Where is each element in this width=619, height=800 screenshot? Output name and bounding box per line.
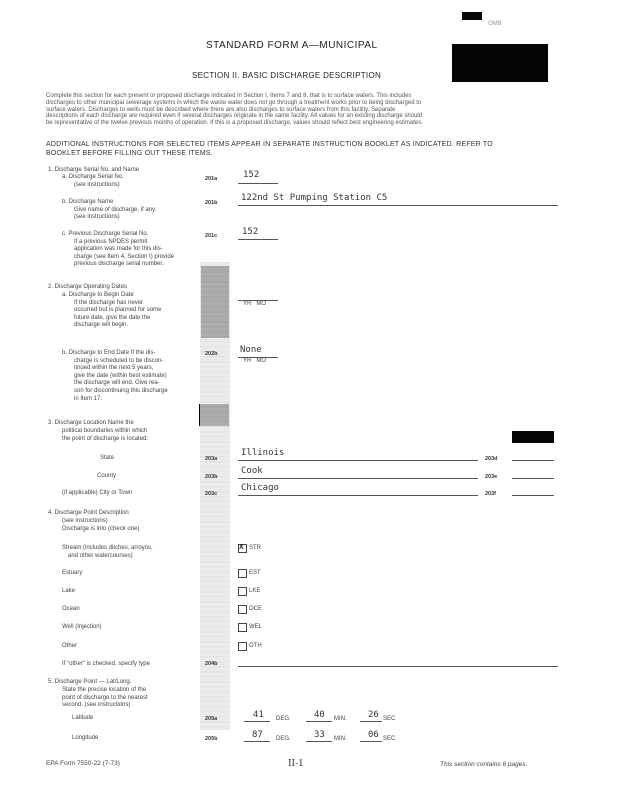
city-line	[238, 495, 478, 496]
item1b-label: b. Discharge Name Give name of discharge, if any. (see instructions)	[62, 199, 157, 221]
option-well-label: Well (Injection)	[62, 624, 102, 630]
state-line	[238, 460, 478, 461]
code-203f: 203f	[485, 491, 497, 497]
lat-deg-unit: DEG.	[276, 716, 291, 722]
city-label: (if applicable) City or Town	[62, 490, 133, 496]
item2a-label: a. Discharge to Begin Date If the discharge has never occurred but is planned for some future date, give the date the discharge will begin.	[62, 292, 162, 329]
code-203a: 203a	[205, 456, 218, 462]
discharge-serial-no[interactable]: 152	[243, 170, 260, 180]
lat-deg[interactable]: 41	[253, 710, 264, 720]
item4-heading: 4. Discharge Point Description	[48, 510, 129, 516]
footer-page-number: II-1	[288, 759, 304, 769]
form-title: STANDARD FORM A—MUNICIPAL	[206, 40, 378, 51]
other-specify-label: If "other" is checked, specify type	[62, 661, 150, 667]
lat-min-unit: MIN.	[334, 716, 347, 722]
section-title: SECTION II. BASIC DISCHARGE DESCRIPTION	[192, 71, 382, 80]
option-other-label: Other	[62, 643, 78, 649]
code-201b: 201b	[205, 200, 218, 206]
checkbox-other[interactable]	[238, 642, 247, 651]
lon-sec-line	[360, 741, 382, 742]
checkbox-lake[interactable]	[238, 587, 247, 596]
county-label: County	[97, 473, 117, 479]
option-estuary-label: Estuary	[62, 570, 83, 576]
item2b-label: b. Discharge to End Date If the dis- charge is scheduled to be discon- tinued within the next 5 years, give the date (within best estimate) the discharge will end. Give rea- son for discontinuing this discharge in Item 17.	[62, 350, 168, 402]
county-value[interactable]: Cook	[241, 466, 263, 476]
item2-heading: 2. Discharge Operating Dates	[48, 284, 128, 290]
previous-serial-no[interactable]: 152	[242, 227, 259, 237]
checkbox-well[interactable]	[238, 623, 247, 632]
lat-sec-unit: SEC	[383, 716, 396, 722]
option-ocean-label: Ocean	[62, 606, 80, 612]
omb-mark: OMB	[488, 21, 502, 27]
code-oce: OCE	[249, 606, 263, 612]
discharge-name[interactable]: 122nd St Pumping Station C5	[241, 193, 388, 203]
code-203c: 203c	[205, 491, 218, 497]
other-type-line[interactable]	[238, 666, 558, 667]
checkbox-ocean[interactable]	[238, 605, 247, 614]
lon-min-unit: MIN.	[334, 736, 347, 742]
footer-note: This section contains 6 pages.	[440, 761, 528, 768]
item1a-label: a. Discharge Serial No. (see instructions)	[62, 174, 124, 188]
item3-heading: 3. Discharge Location Name the	[48, 420, 134, 426]
city-value[interactable]: Chicago	[241, 483, 279, 493]
code-wel: WEL	[249, 624, 263, 630]
begin-date-yrmo: YR MO	[243, 301, 267, 307]
lat-min[interactable]: 40	[314, 710, 325, 720]
lat-sec-line	[360, 721, 382, 722]
end-date-yrmo: YR MO	[243, 358, 267, 364]
code-203e: 203e	[485, 474, 498, 480]
code-lke: LKE	[249, 588, 261, 594]
option-lake-label: Lake	[62, 588, 76, 594]
code-204b: 204b	[205, 661, 218, 667]
item1-heading: 1. Discharge Serial No. and Name	[48, 167, 140, 173]
lon-deg-line	[244, 741, 270, 742]
lat-min-line	[306, 721, 332, 722]
lon-deg[interactable]: 87	[252, 730, 263, 740]
state-code-line	[512, 460, 554, 461]
checkbox-estuary[interactable]	[238, 569, 247, 578]
lat-sec[interactable]: 26	[368, 710, 379, 720]
discharge-name-line	[238, 205, 558, 206]
code-205b: 205b	[205, 736, 218, 742]
additional-instructions: ADDITIONAL INSTRUCTIONS FOR SELECTED ITEMS APPEAR IN SEPARATE INSTRUCTION BOOKLET AS INDICATED. REFER TO BOOKLET BEFORE FILLING OUT THESE ITEMS.	[46, 141, 493, 157]
lon-sec-unit: SEC	[383, 736, 396, 742]
state-label: State	[100, 455, 115, 461]
footer-form-number: EPA Form 7550-22 (7-73)	[46, 760, 120, 767]
county-line	[238, 478, 478, 479]
serial-no-line	[238, 183, 278, 184]
intro-paragraph: Complete this section for each present or proposed discharge indicated in Section I, Items 7 and 8, that is to surface waters. This includes discharges to other municipal sewerage systems in which the waste water does not go through a treatment works prior to being discharged to surface waters. Discharges to wells must be described where there are also discharges to surface waters from this facility. Separate descriptions of each discharge are required even if several discharges originate in the same facility. All values for an existing discharge should be representative of the twelve previous months of operation. If this is a proposed discharge, values should reflect best engineering estimates.	[46, 93, 423, 127]
code-201a: 201a	[205, 176, 218, 182]
longitude-label: Longitude	[72, 735, 99, 741]
redaction-top-right	[462, 12, 482, 20]
previous-serial-line	[238, 239, 278, 240]
end-date-value[interactable]: None	[240, 345, 262, 355]
state-value[interactable]: Illinois	[241, 448, 285, 458]
lon-deg-unit: DEG.	[276, 736, 291, 742]
code-201c: 201c	[205, 233, 218, 239]
latitude-label: Latitude	[72, 715, 94, 721]
code-203b: 203b	[205, 474, 218, 480]
item4-label: (see instructions) Discharge is into (check one)	[62, 518, 140, 532]
item1c-label: c. Previous Discharge Serial No. If a previous NPDES permit application was made for this dis- charge (see Item 4, Section I) provide previous discharge serial number.	[62, 231, 175, 268]
county-code-line	[512, 478, 554, 479]
item5-heading: 5. Discharge Point — Lat/Long.	[48, 679, 132, 685]
city-code-line	[512, 495, 554, 496]
checkbox-stream[interactable]: X	[238, 544, 247, 553]
code-str: STR	[249, 545, 261, 551]
code-est: EST	[249, 570, 261, 576]
item5-label: State the precise location of the point of discharge to the nearest second. (see instructions)	[62, 687, 148, 709]
code-oth: OTH	[249, 643, 262, 649]
redaction-header	[452, 44, 548, 82]
lon-sec[interactable]: 06	[368, 730, 379, 740]
lat-deg-line	[244, 721, 270, 722]
lon-min-line	[306, 741, 332, 742]
code-202b: 202b	[205, 351, 218, 357]
item3-label: political boundaries within which the point of discharge is located:	[62, 428, 149, 442]
code-205a: 205a	[205, 716, 218, 722]
code-203d: 203d	[485, 456, 498, 462]
lon-min[interactable]: 33	[314, 730, 325, 740]
option-stream-label: Stream (includes ditches, arroyos, and other watercourses)	[62, 545, 153, 559]
redaction-right	[512, 431, 554, 443]
